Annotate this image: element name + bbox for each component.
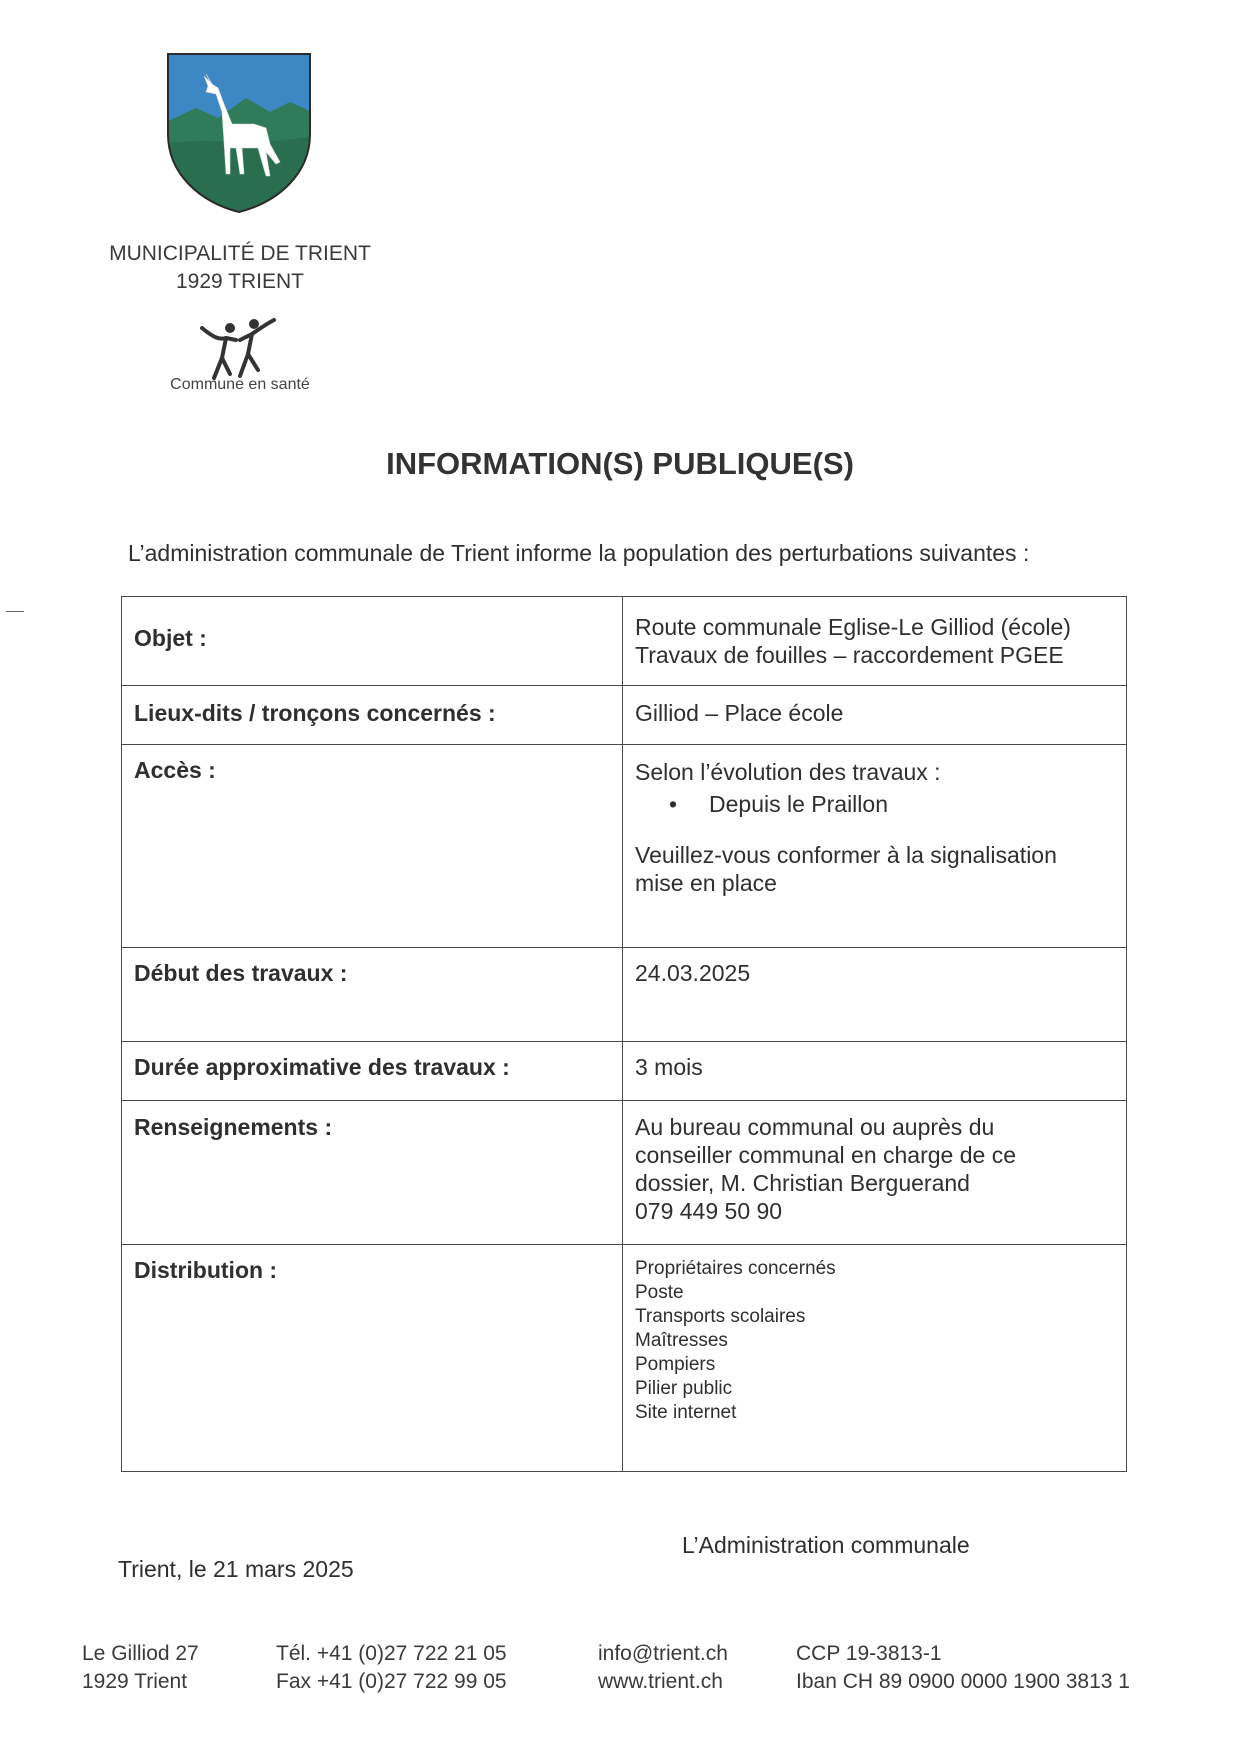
footer-address	[82, 1640, 199, 1696]
footer-phone	[276, 1640, 507, 1696]
objet-line: Route communale Eglise-Le Gilliod (école)	[635, 614, 1071, 640]
renseignements-line: Au bureau communal ou auprès du	[635, 1114, 995, 1140]
distribution-value	[623, 1245, 1127, 1472]
footer-fax: Fax +41 (0)27 722 99 05	[276, 1670, 507, 1693]
signature: L’Administration communale	[682, 1532, 970, 1558]
footer-ccp: CCP 19-3813-1	[796, 1642, 942, 1665]
footer-email[interactable]: info@trient.ch	[598, 1642, 728, 1665]
place-date: Trient, le 21 mars 2025	[118, 1556, 354, 1582]
footer-bank	[796, 1640, 1130, 1696]
objet-label: Objet :	[122, 597, 623, 686]
table-row	[122, 686, 1127, 745]
table-row	[122, 948, 1127, 1042]
info-table	[121, 596, 1127, 1472]
list-item: Site internet	[635, 1402, 737, 1423]
duree-label: Durée approximative des travaux :	[122, 1042, 623, 1101]
renseignements-line: dossier, M. Christian Berguerand	[635, 1170, 970, 1196]
municipality-postal: 1929 TRIENT	[176, 270, 304, 293]
intro-text: L’administration communale de Trient informe la population des perturbations suivantes :	[128, 540, 1030, 566]
list-item	[669, 789, 1114, 819]
footer-iban: Iban CH 89 0900 0000 1900 3813 1	[796, 1670, 1130, 1693]
debut-value: 24.03.2025	[623, 948, 1127, 1042]
acces-intro: Selon l’évolution des travaux :	[635, 759, 941, 785]
objet-line: Travaux de fouilles – raccordement PGEE	[635, 642, 1064, 668]
list-item: Poste	[635, 1282, 684, 1303]
commune-en-sante-icon	[196, 318, 280, 380]
objet-value	[623, 597, 1127, 686]
list-item: Transports scolaires	[635, 1306, 806, 1327]
list-item: Pompiers	[635, 1354, 716, 1375]
list-item: Maîtresses	[635, 1330, 728, 1351]
table-row	[122, 1101, 1127, 1245]
list-item: Propriétaires concernés	[635, 1258, 836, 1279]
list-item: Pilier public	[635, 1378, 733, 1399]
table-row	[122, 1042, 1127, 1101]
renseignements-label: Renseignements :	[122, 1101, 623, 1245]
page-title: INFORMATION(S) PUBLIQUE(S)	[386, 446, 854, 481]
footer-web	[598, 1640, 728, 1696]
table-row	[122, 597, 1127, 686]
renseignements-value	[623, 1101, 1127, 1245]
footer-tel: Tél. +41 (0)27 722 21 05	[276, 1642, 507, 1665]
footer-website[interactable]: www.trient.ch	[598, 1670, 723, 1693]
table-row	[122, 1245, 1127, 1472]
municipality-name: MUNICIPALITÉ DE TRIENT	[109, 242, 371, 265]
municipality-header	[100, 240, 380, 296]
debut-label: Début des travaux :	[122, 948, 623, 1042]
bullet-icon: •	[669, 791, 678, 817]
acces-bullet: Depuis le Praillon	[709, 791, 888, 817]
renseignements-line: conseiller communal en charge de ce	[635, 1142, 1016, 1168]
duree-value: 3 mois	[623, 1042, 1127, 1101]
chamois-crest-icon	[166, 52, 312, 214]
renseignements-phone: 079 449 50 90	[635, 1198, 783, 1224]
acces-label: Accès :	[122, 745, 623, 948]
footer-address-line: Le Gilliod 27	[82, 1642, 199, 1665]
lieux-value: Gilliod – Place école	[623, 686, 1127, 745]
table-row	[122, 745, 1127, 948]
health-label: Commune en santé	[170, 376, 310, 393]
acces-note	[635, 841, 1114, 897]
footer-address-line: 1929 Trient	[82, 1670, 188, 1693]
distribution-label: Distribution :	[122, 1245, 623, 1472]
acces-note-line: Veuillez-vous conformer à la signalisation	[635, 842, 1057, 868]
acces-value	[623, 745, 1127, 948]
margin-mark	[6, 611, 24, 612]
lieux-label: Lieux-dits / tronçons concernés :	[122, 686, 623, 745]
acces-note-line: mise en place	[635, 870, 777, 896]
